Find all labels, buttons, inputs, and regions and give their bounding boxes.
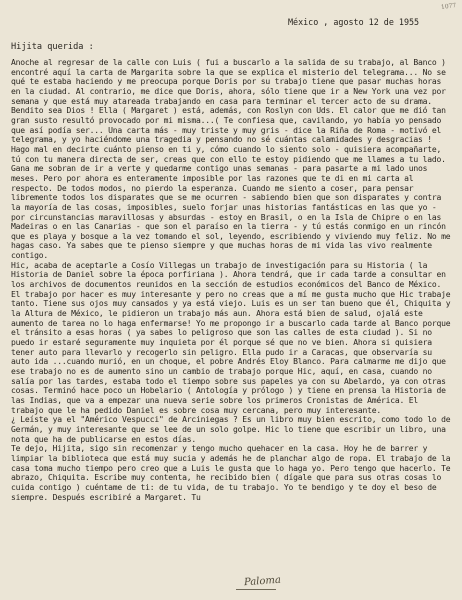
body-line: qué te estaba haciendo y me preocupa porque Doris por su trabajo tiene que pasar muchas horas <box>11 77 442 87</box>
body-line: El trabajo por hacer es muy interesante y pero no creas que a mí me gusta mucho que Hic trabaje <box>11 289 451 299</box>
body-line: por circunstancias maravillosas y absurdas - estoy en Brasil, o en la Isla de Chipre o en las <box>11 212 442 222</box>
body-line: Te dejo, Hijita, sigo sin recomenzar y tengo mucho quehacer en la casa. Hoy he de barrer y <box>11 444 428 454</box>
body-line: ese trabajo no es de aumento sino un cambio de trabajo porque Hic, aquí, en casa, cuando no <box>11 367 432 376</box>
body-line: cosas. Terminó hace poco un Hobelario ( Antología y prólogo ) y tiene en prensa la Historia de <box>11 386 446 396</box>
body-line: salía por las tardes, estaba todo el tiempo sobre sus papeles ya con su Abelardo, ya con otras <box>11 376 446 386</box>
body-line: casa toma mucho tiempo pero creo que a Luis le gusta que lo haga yo. Pero tengo que hacerlo. Te <box>11 463 451 473</box>
letter-body <box>11 58 452 502</box>
body-line: respecto. De todos modos, no pierdo la esperanza. Cuando me siento a coser, para pensar <box>11 183 414 193</box>
body-line: trabajo que le ha pedido Daniel es sobre cosa muy cercana, pero muy interesante. <box>11 405 381 415</box>
body-line: auto ida ...cuando murió, en un choque, el pobre Andrés Eloy Blanco. Para calmarme me dijo que <box>11 357 446 367</box>
body-line: gran susto resultó provocado por mi misma...( Te confiesa que, cavilando, yo había yo pensado <box>11 115 442 125</box>
body-line: la mayoría de las cosas, imposibles, suelo forjar unas historias fantásticas en las que yo - <box>11 202 437 212</box>
salutation: Hijita querida : <box>11 42 94 52</box>
body-line: Anoche al regresar de la calle con Luis ( fui a buscarlo a la salida de su trabajo, al Banco ) <box>11 58 446 67</box>
body-line: tener auto para llevarlo y recogerlo sin peligro. Ella pudo ir a Caracas, que observaría su <box>11 347 432 357</box>
body-line: Historia de Daniel sobre la época porfiriana ). Ahora tendrá, que ir cada tarde a consultar en <box>11 270 446 280</box>
body-line: Germán, y muy interesante que se lee de un solo golpe. Hic lo tiene que escribir un libro, una <box>11 424 446 434</box>
body-line: Hago mal en decirte cuánto pienso en ti y, cómo cuando lo siento solo - quisiera acompañarte, <box>11 144 442 154</box>
body-line: el tránsito a esas horas ( ya sabes lo peligroso que son las calles de esta ciudad ). Si no <box>11 328 432 338</box>
body-line: abrazo, Chiquita. Escribe muy contenta, he recibido bien ( dígale que para sus otras cosas lo <box>11 473 442 483</box>
signature: Paloma <box>243 574 282 589</box>
body-line: nota que ha de publicarse en estos días. <box>11 434 196 444</box>
body-line: telegrama, y yo haciéndome una tragedia y pensando no sé cuántas calamidades y desgracias ! <box>11 135 432 145</box>
body-line: Gana me sobran de ir a verte y quedarme contigo unas semanas - para pasarte a mi lado unos <box>11 164 428 174</box>
body-line: semana y que está muy atareada trabajando en casa para terminar el tercer acto de su drama. <box>11 96 432 106</box>
body-line: hagas caso. Ya sabes que te pienso siempre y que muchas horas de mi vida las vivo realmente <box>11 241 432 251</box>
body-line: la Altura de México, le pidieron un trabajo más aun. Ahora está bien de salud, ojalá este <box>11 309 423 319</box>
body-line: aumento de tarea no lo haga enfermarse! Yo me propongo ir a buscarlo cada tarde al Banco porque <box>11 318 451 328</box>
signature-underline <box>236 589 276 590</box>
body-line: que así podía ser... Una carta más - muy triste y muy gris - dice la Riña de Roma - motivó el <box>11 125 442 135</box>
body-line: libremente todos los disparates que se me ocurren - sabiendo bien que son disparates y contra <box>11 193 442 203</box>
body-line: ¿ Leíste ya el "Américo Vespucci" de Arciniegas ? Es un libro muy bien escrito, como todo lo de <box>11 415 451 425</box>
body-line: limpiar la biblioteca que está muy sucia y además he de planchar algo de ropa. El trabajo de la <box>11 453 451 463</box>
body-line: cuida contigo ) cuéntame de ti: de tu vida, de tu trabajo. Yo te bendigo y te doy el beso de <box>11 482 437 492</box>
body-line: contigo. <box>11 251 48 261</box>
body-line: que es playa y bosque a la vez tomando el sol, leyendo, escribiendo y viviendo muy feliz. No me <box>11 231 451 241</box>
body-line: puedo ir estaré seguramente muy inquieta por él porque sé que no ve bien. Ahora si quisiera <box>11 338 432 348</box>
body-line: Bendito sea Dios ! Ella ( Margaret ) está, además, con Roslyn con Uds. El calor que me dió tan <box>11 106 446 116</box>
body-line: en la ciudad. Al contrario, me dice que Doris, ahora, sólo tiene que ir a New York una vez por <box>11 86 446 96</box>
body-line: meses. Pero por ahora es enteramente imposible por las razones que te di en mi carta al <box>11 173 414 183</box>
body-line: encontré aquí la carta de Margarita sobre la que se explica el misterio del telegrama... No se <box>11 67 446 77</box>
body-line: Hic, acaba de aceptarle a Cosío Villegas un trabajo de investigación para su Historia ( la <box>11 260 428 270</box>
body-line: tú con tu manera directa de ser, creas que con ello te estoy pidiendo que me llames a tu lado. <box>11 154 446 164</box>
body-line: tanto. Tiene sus ojos muy cansados y ya está viejo. Luis es un ser tan bueno que él, Chiquita y <box>11 299 451 309</box>
body-line: siempre. Después escribiré a Margaret. Tu <box>11 492 201 502</box>
letter-date: México , agosto 12 de 1955 <box>288 17 420 27</box>
body-line: las Indias, que va a empezar una nueva serie sobre los primeros Cronistas de América. El <box>11 395 418 405</box>
body-line: Madeiras o en las Canarias - que son el paraíso en la tierra - y tú estás conmigo en un rincón <box>11 222 446 232</box>
body-line: los archivos de documentos reunidos en la sección de estudios económicos del Banco de México. <box>11 280 442 290</box>
page-number: 1077 <box>440 1 457 12</box>
